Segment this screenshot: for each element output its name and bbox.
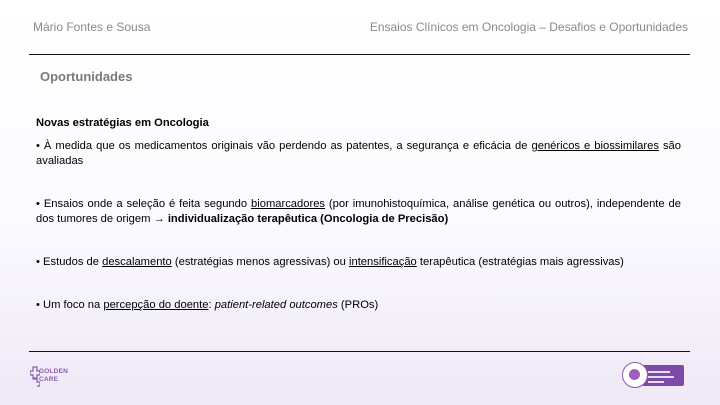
underlined-term: percepção do doente xyxy=(103,299,209,311)
underlined-term: genéricos e biossimilares xyxy=(531,140,659,152)
bullet-patient-outcomes xyxy=(36,298,681,313)
bullet-generics xyxy=(36,139,681,169)
bullet-text: terapêutica (estratégias mais agressivas) xyxy=(416,256,624,268)
bullet-text: • Um foco na xyxy=(36,299,104,311)
slide-subtitle: Novas estratégias em Oncologia xyxy=(36,117,209,129)
bullet-text: (estratégias menos agressivas) ou xyxy=(171,256,349,268)
logo-badge xyxy=(642,365,684,386)
header-divider xyxy=(29,54,690,55)
bullet-text: (PROs) xyxy=(337,299,379,311)
oncology-society-logo xyxy=(622,362,684,390)
bullet-text: : xyxy=(208,299,215,311)
slide-body xyxy=(36,116,681,313)
underlined-term: descalamento xyxy=(102,256,172,268)
logo-wordmark xyxy=(39,368,68,384)
footer-divider xyxy=(29,351,690,352)
bullet-deescalation xyxy=(36,255,681,270)
arrow-icon: → xyxy=(153,213,165,225)
bold-term: individualização terapêutica (Oncologia de Precisão) xyxy=(164,213,449,225)
underlined-term: intensificação xyxy=(348,256,417,268)
underlined-term: biomarcadores xyxy=(251,198,326,210)
italic-term: patient-related outcomes xyxy=(214,299,338,311)
logo-line: GOLDEN xyxy=(39,368,69,375)
presentation-title: Ensaios Clínicos em Oncologia – Desafios e Oportunidades xyxy=(369,20,688,34)
logo-line: CARE xyxy=(39,376,59,383)
bullet-text: • À medida que os medicamentos originais vão perdendo as patentes, a segurança e eficácia de xyxy=(36,140,532,152)
section-title: Oportunidades xyxy=(40,69,133,84)
bullet-text: • Estudos de xyxy=(36,256,103,268)
seal-icon xyxy=(622,362,648,388)
golden-care-logo xyxy=(30,364,74,390)
bullet-biomarkers xyxy=(36,197,681,227)
bullet-text: (por imunohistoquímica, análise genética ou outros), independente de dos tumores de origem xyxy=(36,198,681,225)
bullet-text: são avaliadas xyxy=(36,140,681,167)
bullet-text: • Ensaios onde a seleção é feita segundo xyxy=(36,198,252,210)
author-name: Mário Fontes e Sousa xyxy=(33,20,151,34)
